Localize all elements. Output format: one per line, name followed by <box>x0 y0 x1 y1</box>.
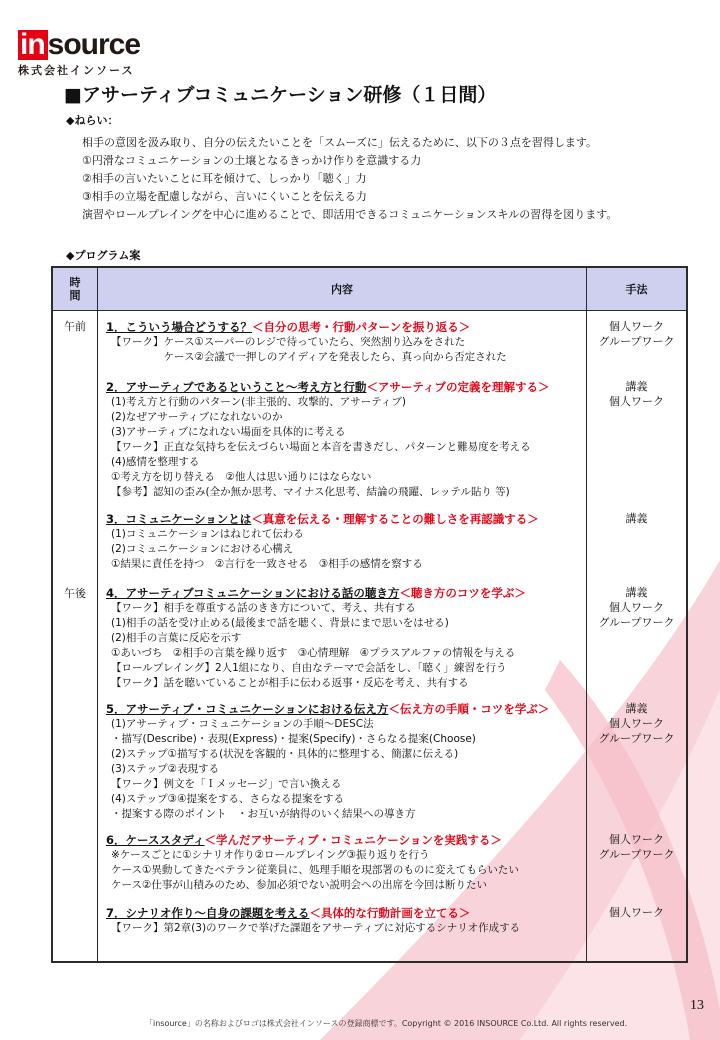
header-method: 手法 <box>587 267 688 311</box>
program-table-header <box>52 267 687 311</box>
content-column <box>98 311 587 963</box>
aim-heading: ◆ねらい： <box>66 114 119 127</box>
method-section-5: 講義 個人ワーク グループワーク <box>598 702 675 745</box>
page-number: 13 <box>690 998 704 1013</box>
aim-line: ②相手の言いたいことに耳を傾けて、しっかり「聴く」力 <box>82 172 367 185</box>
aim-line: 相手の意図を汲み取り、自分の伝えたいことを「スムーズに」伝えるために、以下の３点を習得します。 <box>82 136 598 149</box>
program-section-2 <box>106 379 582 500</box>
section-title: 6．ケーススタディ＜学んだアサーティブ・コミュニケーションを実践する＞ <box>106 833 502 847</box>
section-line: ・提案する際のポイント ・お互いが納得のいく結果への導き方 <box>111 808 416 820</box>
section-line: (1)コミュニケーションはねじれて伝わる <box>111 528 304 540</box>
section-line: ケース②会議で一押しのアイディアを発表したら、真っ向から否定された <box>111 351 507 363</box>
method-section-6: 個人ワーク グループワーク <box>598 833 675 861</box>
logo-wordmark: in source <box>20 28 141 61</box>
method-section-4: 講義 個人ワーク グループワーク <box>598 586 675 629</box>
section-line: (3)ステップ②表現する <box>111 763 220 775</box>
section-line: 【ワーク】第2章(3)のワークで挙げた課題をアサーティブに対応するシナリオ作成する <box>111 922 521 934</box>
section-line: 【ワーク】正直な気持ちを伝えづらい場面と本音を書きだし、パターンと難易度を考える <box>111 441 531 453</box>
aim-line: ①円滑なコミュニケーションの土壌となるきっかけ作りを意識する力 <box>82 154 422 167</box>
header-time: 時間 <box>52 267 98 311</box>
program-section-1 <box>106 319 582 365</box>
section-line: ※ケースごとに①シナリオ作り②ロールプレイング③振り返りを行う <box>111 849 430 861</box>
header-content: 内容 <box>98 267 587 311</box>
section-title: 4．アサーティブコミュニケーションにおける話の聴き方＜聴き方のコツを学ぶ＞ <box>106 586 526 600</box>
method-section-1: 個人ワーク グループワーク <box>598 320 675 348</box>
section-title: 1．こういう場合どうする？＜自分の思考・行動パターンを振り返る＞ <box>106 320 471 334</box>
section-line: ケース①異動してきたベテラン従業員に、処理手順を現部署のものに変えてもらいたい <box>111 864 519 876</box>
page-title: ■アサーティブコミュニケーション研修（１日間） <box>64 84 497 106</box>
method-section-2: 講義 個人ワーク <box>609 380 664 408</box>
method-section-3: 講義 <box>625 512 648 525</box>
section-title: 3．コミュニケーションとは＜真意を伝える・理解することの難しさを再認識する＞ <box>106 512 539 526</box>
aim-line: ③相手の立場を配慮しながら、言いにくいことを伝える力 <box>82 190 367 203</box>
section-line: (2)なぜアサーティブになれないのか <box>111 411 283 423</box>
aim-text <box>82 134 617 224</box>
section-line: (1)考え方と行動のパターン(非主張的、攻撃的、アサーティブ) <box>111 396 407 408</box>
program-section-4 <box>106 585 582 691</box>
time-column <box>52 311 98 963</box>
logo-company-name: 株式会社インソース <box>18 64 135 77</box>
program-section-3 <box>106 511 582 572</box>
section-line: (4)感情を整理する <box>111 456 200 468</box>
section-line: ・描写(Describe)・表現(Express)・提案(Specify)・さらなる提案(Choose) <box>111 733 476 745</box>
section-line: 【ワーク】ケース①スーパーのレジで待っていたら、突然割り込みをされた <box>111 336 466 348</box>
section-line: 【ワーク】相手を尊重する話のきき方について、考え、共有する <box>111 602 416 614</box>
section-line: 【ロールプレイング】2人1組になり、自由なテーマで会話をし、「聴く」練習を行う <box>111 662 507 674</box>
program-section-6 <box>106 832 582 893</box>
aim-line: 演習やロールプレイングを中心に進めることで、即活用できるコミュニケーションスキルの習得を図ります。 <box>82 208 618 221</box>
section-line: (1)相手の話を受け止める(最後まで話を聴く、背景にまで思いをはせる) <box>111 617 449 629</box>
section-line: (2)コミュニケーションにおける心構え <box>111 543 294 555</box>
section-line: ①考え方を切り替える ②他人は思い通りにはならない <box>111 471 372 483</box>
program-table-body <box>52 311 687 963</box>
section-line: (2)相手の言葉に反応を示す <box>111 632 242 644</box>
section-line: 【ワーク】話を聴いていることが相手に伝わる返事・反応を考え、共有する <box>111 677 469 689</box>
time-afternoon: 午後 <box>64 587 86 600</box>
section-line: 【参考】認知の歪み(全か無か思考、マイナス化思考、結論の飛躍、レッテル貼り 等) <box>111 486 510 498</box>
section-line: ①結果に責任を持つ ②言行を一致させる ③相手の感情を察する <box>111 558 423 570</box>
section-line: ケース②仕事が山積みのため、参加必須でない説明会への出席を今回は断りたい <box>111 879 487 891</box>
program-section-7 <box>106 905 582 936</box>
section-line: (2)ステップ①描写する(状況を客観的・具体的に整理する、簡潔に伝える) <box>111 748 459 760</box>
method-section-7: 個人ワーク <box>609 906 664 919</box>
section-line: (4)ステップ③④提案をする、さらなる提案をする <box>111 793 344 805</box>
copyright-footer: 「insource」の名称およびロゴは株式会社インソースの登録商標です。Copyright © 2016 INSOURCE Co.Ltd. All rights reserved. <box>145 1019 628 1028</box>
section-title: 7．シナリオ作り～自身の課題を考える＜具体的な行動計画を立てる＞ <box>106 906 471 920</box>
method-column <box>587 311 688 963</box>
program-table <box>51 266 688 963</box>
company-logo <box>18 30 140 78</box>
program-section-5 <box>106 701 582 822</box>
section-line: (1)アサーティブ・コミュニケーションの手順～DESC法 <box>111 718 374 730</box>
section-line: 【ワーク】例文を「Ｉメッセージ」で言い換える <box>111 778 342 790</box>
section-title: 2．アサーティブであるということ～考え方と行動＜アサーティブの定義を理解する＞ <box>106 380 550 394</box>
program-heading: ◆プログラム案 <box>66 249 141 262</box>
time-morning: 午前 <box>64 320 86 333</box>
section-line: (3)アサーティブになれない場面を具体的に考える <box>111 426 346 438</box>
section-title: 5．アサーティブ・コミュニケーションにおける伝え方＜伝え方の手順・コツを学ぶ＞ <box>106 702 550 716</box>
section-line: ①あいづち ②相手の言葉を繰り返す ③心情理解 ④プラスアルファの情報を与える <box>111 647 516 659</box>
